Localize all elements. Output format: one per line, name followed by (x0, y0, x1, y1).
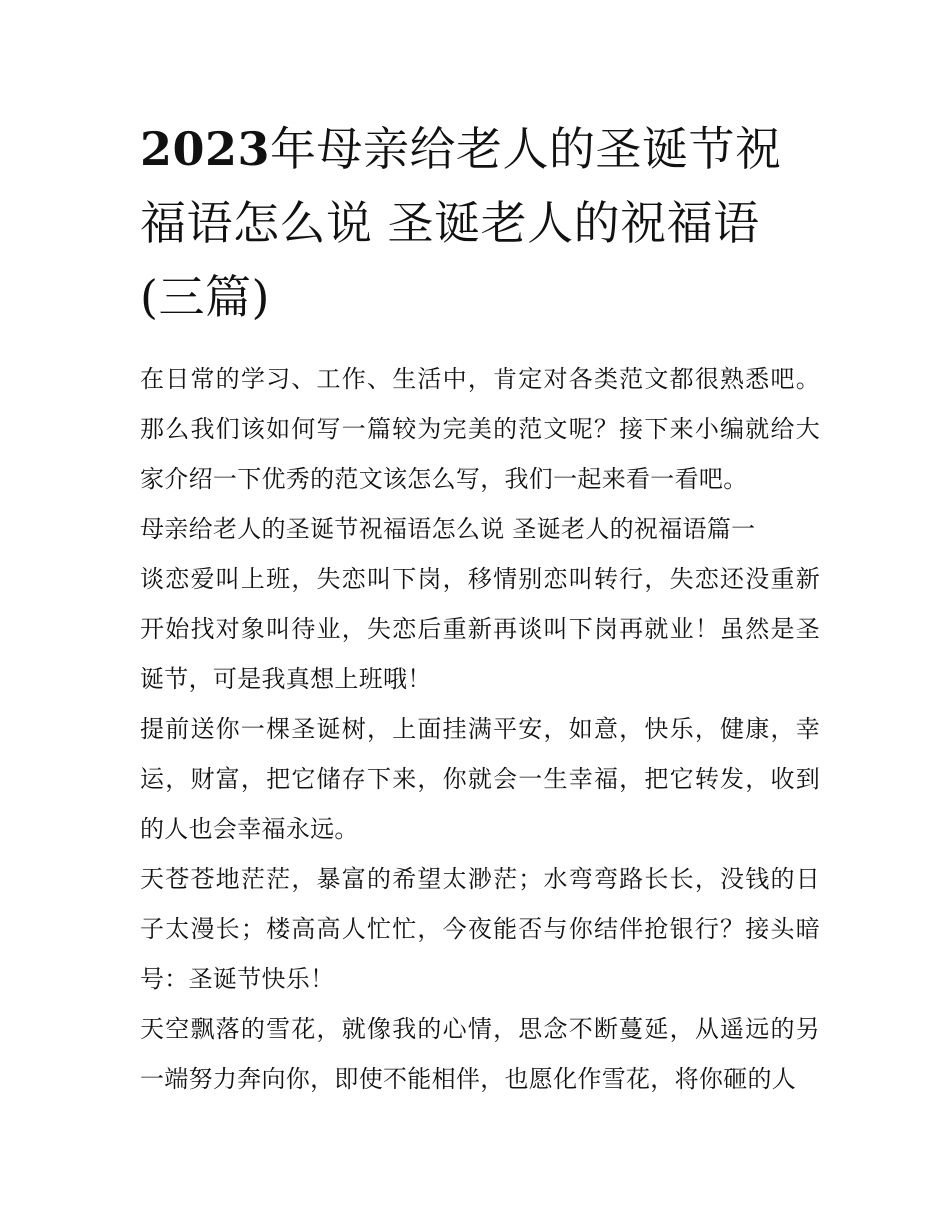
intro-paragraph: 在日常的学习、工作、生活中，肯定对各类范文都很熟悉吧。那么我们该如何写一篇较为完美的范文呢？接下来小编就给大家介绍一下优秀的范文该怎么写，我们一起来看一看吧。 (140, 365, 820, 493)
document-body (140, 354, 820, 1104)
title-text: 年母亲给老人的圣诞节祝福语怎么说 圣诞老人的祝福语(三篇) (140, 122, 782, 324)
greeting-paragraph: 谈恋爱叫上班，失恋叫下岗，移情别恋叫转行，失恋还没重新开始找对象叫待业，失恋后重新再谈叫下岗再就业！虽然是圣诞节，可是我真想上班哦！ (140, 565, 820, 693)
title-year: 2023 (140, 122, 271, 176)
greeting-paragraph: 天空飘落的雪花，就像我的心情，思念不断蔓延，从遥远的另一端努力奔向你，即使不能相伴，也愿化作雪花，将你砸的人 (140, 1015, 820, 1093)
greeting-paragraph: 天苍苍地茫茫，暴富的希望太渺茫；水弯弯路长长，没钱的日子太漫长；楼高高人忙忙，今夜能否与你结伴抢银行？接头暗号：圣诞节快乐！ (140, 865, 820, 993)
section-heading: 母亲给老人的圣诞节祝福语怎么说 圣诞老人的祝福语篇一 (140, 515, 756, 543)
document-title (140, 112, 820, 334)
greeting-paragraph: 提前送你一棵圣诞树，上面挂满平安，如意，快乐，健康，幸运，财富，把它储存下来，你就会一生幸福，把它转发，收到的人也会幸福永远。 (140, 715, 820, 843)
